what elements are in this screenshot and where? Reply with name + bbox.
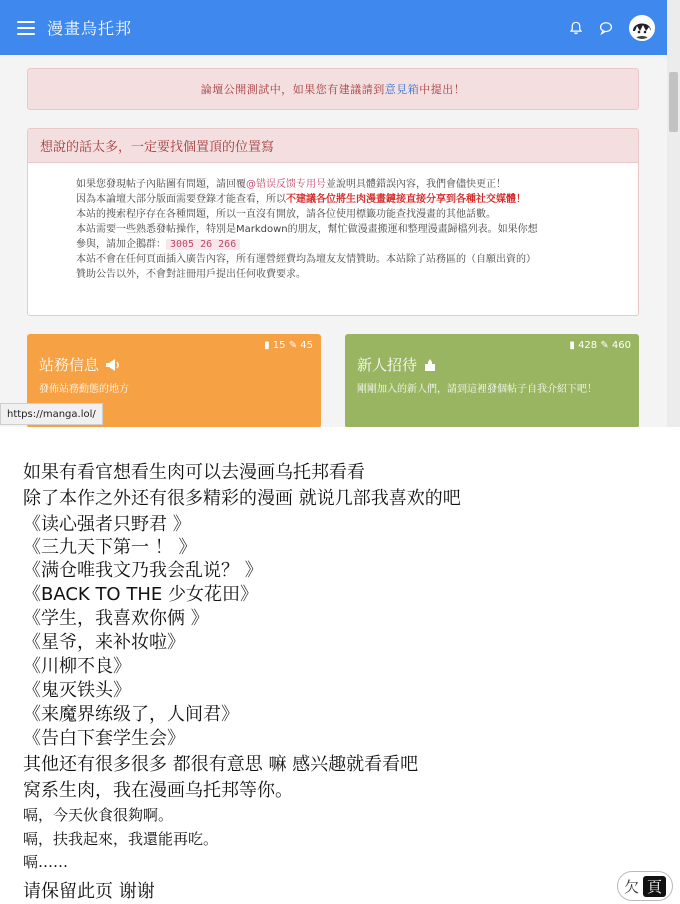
avatar[interactable] [629, 15, 655, 41]
feedback-link[interactable]: 意見箱 [384, 83, 420, 96]
forum-card-newcomers[interactable] [345, 334, 639, 427]
footer-note: 请保留此页 谢谢 [23, 881, 155, 902]
pinned-panel [27, 128, 639, 316]
beta-notice [27, 68, 639, 110]
body-line: 《告白下套学生会》 [23, 728, 185, 749]
card-stats: ▮ 15 ✎ 45 [264, 340, 313, 351]
body-line: 其他还有很多很多 都很有意思 嘛 感兴趣就看看吧 [23, 754, 419, 775]
notice-text-after: 中提出！ [419, 83, 466, 96]
body-line: 除了本作之外还有很多精彩的漫画 就说几部我喜欢的吧 [23, 488, 461, 509]
qq-group-code: 3005 26 266 [166, 239, 240, 250]
panel-line: 贊助公告以外，不會對註冊用戶提出任何收費要求。 [76, 269, 306, 280]
body-line: 《三九天下第一 ！ 》 [23, 537, 197, 558]
scrollbar-thumb[interactable] [669, 72, 678, 132]
card-title: 站務信息 [39, 356, 100, 374]
top-app-bar [0, 0, 667, 55]
small-line: 嗝，今天伙食很夠啊。 [23, 806, 174, 824]
panel-line: 如果您發現帖子內貼圖有問題，請回覆@错误反馈专用号並說明具體錯誤內容，我們會儘快更正！ [76, 179, 506, 190]
status-url-tooltip: https://manga.lol/ [0, 403, 103, 425]
megaphone-icon [105, 358, 121, 372]
site-title[interactable]: 漫畫烏托邦 [47, 19, 133, 38]
body-line: 《来魔界练级了，人间君》 [23, 704, 239, 725]
building-icon [423, 358, 437, 372]
body-line: 《星爷，来补妆啦》 [23, 632, 185, 653]
body-line: 窝系生肉，我在漫画乌托邦等你。 [23, 780, 293, 801]
body-line: 《学生，我喜欢你俩 》 [23, 608, 209, 629]
card-title: 新人招待 [357, 356, 418, 374]
notice-text-before: 論壇公開測試中，如果您有建議請到 [200, 83, 385, 96]
pinned-panel-title: 想說的話太多，一定要找個置頂的位置寫 [28, 129, 638, 163]
panel-line: 本站的搜索程序存在各種問題，所以一直沒有開放，請各位使用標籤功能查找漫畫的其他話數。 [76, 209, 496, 220]
pinned-panel-body [28, 163, 638, 282]
chat-icon[interactable] [599, 21, 613, 35]
warning-text: 不建議各位將生肉漫畫鏈接直接分享到各種社交媒體！ [286, 194, 526, 205]
body-line: 《川柳不良》 [23, 656, 131, 677]
page-scrollbar[interactable] [667, 0, 680, 427]
error-report-mention[interactable]: @错误反馈专用号 [246, 179, 326, 190]
body-line: 《读心强者只野君 》 [23, 514, 191, 535]
bell-icon[interactable] [569, 21, 583, 35]
card-subtitle: 發佈站務動態的地方 [39, 384, 129, 395]
body-line: 《鬼灭铁头》 [23, 680, 131, 701]
card-stats: ▮ 428 ✎ 460 [569, 340, 631, 351]
small-line: 嗝，扶我起來，我還能再吃。 [23, 830, 219, 848]
body-line: 《满仓唯我文乃我会乱说？ 》 [23, 560, 263, 581]
body-line: 《BACK TO THE 少女花田》 [23, 584, 258, 605]
watermark-logo: 欠 頁 [617, 871, 673, 901]
panel-line: 本站需要一些熟悉發帖操作，特別是Markdown的朋友，幫忙做漫畫搬運和整理漫畫歸檔列表。如果你想 [76, 224, 538, 235]
panel-line: 參與，請加企鵝群： 3005 26 266 [76, 237, 638, 252]
forum-screenshot [0, 0, 680, 427]
hamburger-icon[interactable] [17, 21, 35, 35]
card-subtitle: 剛剛加入的新人們，請到這裡發個帖子自我介紹下吧！ [357, 384, 597, 395]
small-line: 嗝…… [23, 853, 69, 871]
panel-line: 本站不會在任何頁面插入廣告內容，所有運營經費均為壇友友情贊助。本站除了站務區的（自願出資的） [76, 254, 536, 265]
body-line: 如果有看官想看生肉可以去漫画乌托邦看看 [23, 462, 365, 483]
panel-line: 因為本論壇大部分版面需要登錄才能查看，所以不建議各位將生肉漫畫鏈接直接分享到各種社交媒體！ [76, 194, 526, 205]
